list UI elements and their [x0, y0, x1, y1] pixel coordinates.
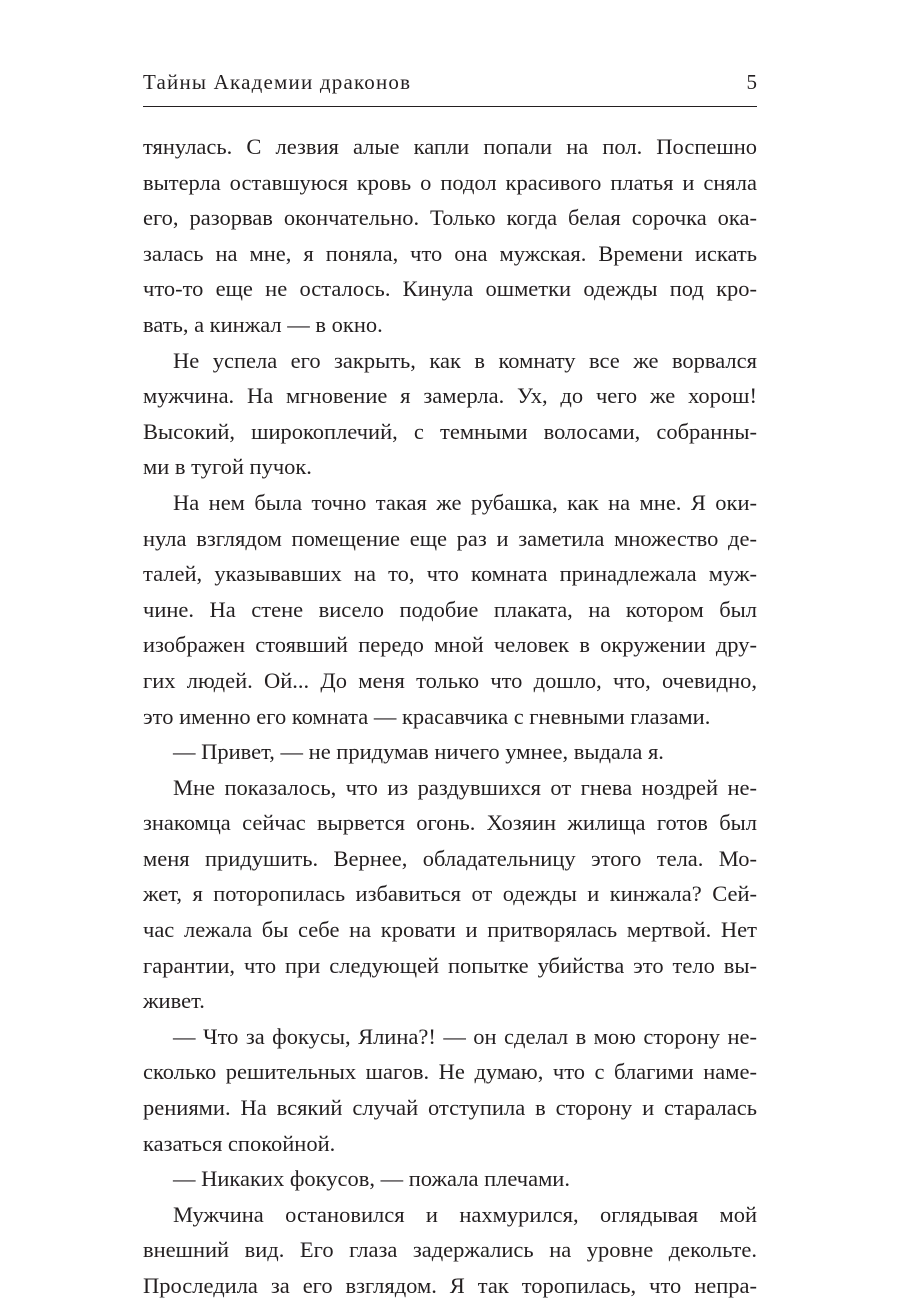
text-line: вать, а кинжал — в окно.: [143, 311, 383, 337]
text-line: мужчина. На мгновение я замерла. Ух, до чего же хорош!: [143, 383, 757, 409]
book-title: Тайны Академии драконов: [143, 70, 412, 94]
text-line: сколько решительных шагов. Не думаю, что с благими наме-: [143, 1059, 757, 1085]
text-line: рениями. На всякий случай отступила в сторону и старалась: [143, 1095, 757, 1121]
text-line: вытерла оставшуюся кровь о подол красивого платья и сняла: [143, 169, 757, 195]
text-line: Мне показалось, что из раздувшихся от гнева ноздрей не-: [173, 774, 757, 800]
text-line: это именно его комната — красавчика с гневными глазами.: [143, 703, 711, 729]
body-text: [143, 129, 757, 1304]
text-line: — Никаких фокусов, — пожала плечами.: [173, 1166, 570, 1192]
text-line: живет.: [143, 988, 205, 1014]
text-line: час лежала бы себе на кровати и притворялась мертвой. Нет: [143, 917, 757, 943]
text-line: залась на мне, я поняла, что она мужская. Времени искать: [143, 240, 757, 266]
text-line: — Что за фокусы, Ялина?! — он сделал в мою сторону не-: [173, 1023, 757, 1049]
text-line: ми в тугой пучок.: [143, 454, 312, 480]
text-line: Не успела его закрыть, как в комнату все же ворвался: [173, 347, 757, 373]
text-line: меня придушить. Вернее, обладательницу этого тела. Мо-: [143, 845, 757, 871]
text-line: что-то еще не осталось. Кинула ошметки одежды под кро-: [143, 276, 757, 302]
text-line: казаться спокойной.: [143, 1130, 336, 1156]
text-line: гарантии, что при следующей попытке убийства это тело вы-: [143, 952, 757, 978]
text-line: На нем была точно такая же рубашка, как на мне. Я оки-: [173, 489, 757, 515]
text-line: жет, я поторопилась избавиться от одежды и кинжала? Сей-: [143, 881, 757, 907]
text-line: тянулась. С лезвия алые капли попали на пол. Поспешно: [143, 134, 757, 159]
page-number: 5: [746, 70, 757, 94]
text-line: Высокий, широкоплечий, с темными волосами, собранны-: [143, 418, 757, 444]
text-line: его, разорвав окончательно. Только когда белая сорочка ока-: [143, 205, 757, 231]
text-line: талей, указывавших на то, что комната принадлежала муж-: [143, 561, 757, 587]
text-line: знакомца сейчас вырвется огонь. Хозяин жилища готов был: [143, 810, 757, 836]
text-line: изображен стоявший передо мной человек в окружении дру-: [143, 632, 757, 658]
text-line: чине. На стене висело подобие плаката, на котором был: [143, 596, 757, 622]
text-line: гих людей. Ой... До меня только что дошло, что, очевидно,: [143, 667, 757, 693]
text-line: нула взглядом помещение еще раз и заметила множество де-: [143, 525, 757, 551]
text-line: Мужчина остановился и нахмурился, оглядывая мой: [173, 1201, 757, 1227]
text-line: — Привет, — не придумав ничего умнее, выдала я.: [173, 739, 664, 765]
running-header: [143, 62, 757, 107]
text-line: Проследила за его взглядом. Я так торопилась, что непра-: [143, 1273, 757, 1298]
text-line: внешний вид. Его глаза задержались на уровне декольте.: [143, 1237, 757, 1263]
